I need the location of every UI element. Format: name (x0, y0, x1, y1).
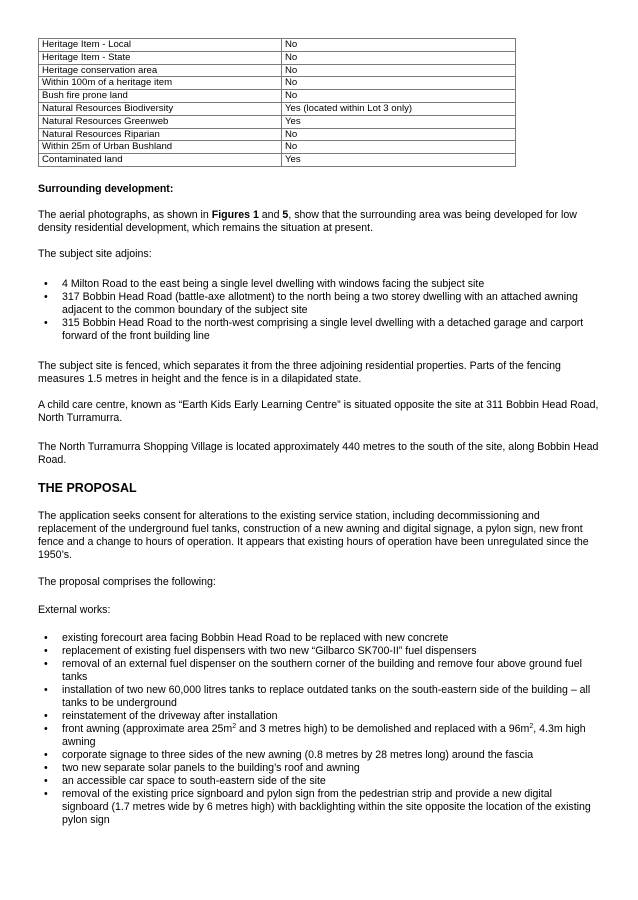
table-cell-value: No (282, 90, 516, 103)
bullet-icon: • (44, 645, 48, 657)
list-item: • replacement of existing fuel dispensers with two new “Gilbarco SK700-II” fuel dispensers (44, 645, 477, 657)
list-item: • 315 Bobbin Head Road to the north-west comprising a single level dwelling with a detached garage and carport forward of the front building line (44, 317, 584, 342)
table-cell-key: Natural Resources Greenweb (39, 115, 282, 128)
proposal-heading: THE PROPOSAL (38, 481, 137, 495)
table-cell-value: Yes (282, 154, 516, 167)
surrounding-paragraph-4: A child care centre, known as “Earth Kids Early Learning Centre” is situated opposite the site at 311 Bobbin Head Road, North Turramurra. (38, 399, 599, 424)
external-works-list (38, 632, 600, 827)
table-cell-value: No (282, 77, 516, 90)
list-item: • two new separate solar panels to the building’s roof and awning (44, 762, 360, 774)
table-row (39, 51, 516, 64)
table-cell-key: Contaminated land (39, 154, 282, 167)
list-item: • reinstatement of the driveway after installation (44, 710, 278, 722)
table-cell-value: No (282, 51, 516, 64)
table-row (39, 90, 516, 103)
table-cell-value: No (282, 128, 516, 141)
bullet-icon: • (44, 632, 48, 644)
table-row (39, 102, 516, 115)
surrounding-paragraph-2: The subject site adjoins: (38, 248, 152, 260)
bullet-icon: • (44, 762, 48, 774)
table-row (39, 128, 516, 141)
surrounding-paragraph-3: The subject site is fenced, which separates it from the three adjoining residential properties. Parts of the fencing measures 1.5 metres in height and the fence is in a dilapidated state. (38, 360, 561, 385)
table-cell-key: Heritage Item - Local (39, 39, 282, 52)
proposal-paragraph-1: The application seeks consent for alterations to the existing service station, including decommissioning and replacement of the underground fuel tanks, construction of a new awning and digital signage, a pylon sign, new front fence and a change to hours of operation. It appears that existing hours of operation have been unregulated since the 1950’s. (38, 510, 589, 561)
list-item: • front awning (approximate area $25m^2$ and 3 metres high) to be demolished and replaced with a $96m^2$, 4.3m high awning (44, 723, 586, 748)
table-cell-value: No (282, 39, 516, 52)
list-item: • removal of an external fuel dispenser on the southern corner of the building and remove four above ground fuel tanks (44, 658, 583, 683)
list-item: • existing forecourt area facing Bobbin Head Road to be replaced with new concrete (44, 632, 449, 644)
table-cell-key: Within 100m of a heritage item (39, 77, 282, 90)
table-cell-key: Within 25m of Urban Bushland (39, 141, 282, 154)
table-row (39, 154, 516, 167)
table-cell-key: Bush fire prone land (39, 90, 282, 103)
bullet-icon: • (44, 278, 48, 290)
proposal-paragraph-2: The proposal comprises the following: (38, 576, 216, 588)
bullet-icon: • (44, 710, 48, 722)
table-row (39, 64, 516, 77)
bullet-icon: • (44, 723, 48, 735)
bullet-icon: • (44, 775, 48, 787)
table-row (39, 77, 516, 90)
table-cell-value: No (282, 64, 516, 77)
list-item: • corporate signage to three sides of the new awning (0.8 metres by 28 metres long) around the fascia (44, 749, 534, 761)
table-cell-key: Natural Resources Riparian (39, 128, 282, 141)
table-row (39, 39, 516, 52)
surrounding-paragraph-5: The North Turramurra Shopping Village is located approximately 440 metres to the south of the site, along Bobbin Head Road. (38, 441, 599, 466)
table-cell-key: Heritage conservation area (39, 64, 282, 77)
list-item: • an accessible car space to south-eastern side of the site (44, 775, 326, 787)
table-cell-value: No (282, 141, 516, 154)
adjoining-list (38, 278, 600, 343)
surrounding-paragraph-1: The aerial photographs, as shown in Figures 1 and 5, show that the surrounding area was being developed for low density residential development, which remains the situation at present. (38, 209, 577, 234)
table-cell-key: Natural Resources Biodiversity (39, 102, 282, 115)
external-works-label: External works: (38, 604, 111, 616)
site-constraints-table (38, 38, 516, 167)
table-row (39, 115, 516, 128)
table-cell-value: Yes (located within Lot 3 only) (282, 102, 516, 115)
list-item: • installation of two new 60,000 litres tanks to replace outdated tanks on the south-eastern side of the building – all tanks to be underground (44, 684, 591, 709)
list-item: • removal of the existing price signboard and pylon sign from the pedestrian strip and provide a new digital signboard (1.7 metres wide by 6 metres high) with backlighting within the site opposite the location of the existing pylon sign (44, 788, 591, 826)
list-item: • 4 Milton Road to the east being a single level dwelling with windows facing the subject site (44, 278, 485, 290)
bullet-icon: • (44, 291, 48, 303)
table-row (39, 141, 516, 154)
bullet-icon: • (44, 684, 48, 696)
bullet-icon: • (44, 658, 48, 670)
table-cell-key: Heritage Item - State (39, 51, 282, 64)
table-cell-value: Yes (282, 115, 516, 128)
bullet-icon: • (44, 749, 48, 761)
bullet-icon: • (44, 317, 48, 329)
list-item: • 317 Bobbin Head Road (battle-axe allotment) to the north being a two storey dwelling with an attached awning adjacent to the common boundary of the subject site (44, 291, 578, 316)
bullet-icon: • (44, 788, 48, 800)
surrounding-heading: Surrounding development: (38, 183, 174, 195)
